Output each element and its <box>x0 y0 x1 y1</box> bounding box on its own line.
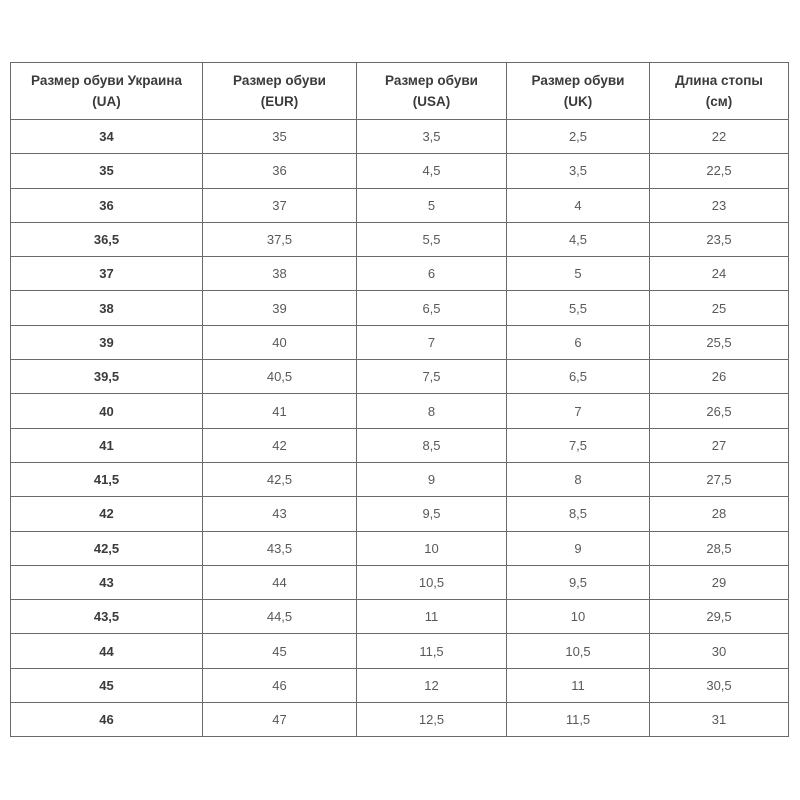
cell-value: 6,5 <box>507 360 650 394</box>
cell-value: 7,5 <box>357 360 507 394</box>
cell-value: 9 <box>507 531 650 565</box>
cell-value: 22,5 <box>650 154 789 188</box>
cell-ua-size: 37 <box>11 257 203 291</box>
table-row <box>11 325 789 359</box>
shoe-size-conversion-table <box>10 62 789 737</box>
cell-ua-size: 36,5 <box>11 222 203 256</box>
cell-value: 4,5 <box>507 222 650 256</box>
cell-value: 22 <box>650 120 789 154</box>
cell-value: 29 <box>650 565 789 599</box>
cell-value: 8 <box>507 462 650 496</box>
cell-value: 8 <box>357 394 507 428</box>
cell-value: 47 <box>203 703 357 737</box>
cell-ua-size: 42 <box>11 497 203 531</box>
cell-value: 3,5 <box>507 154 650 188</box>
cell-value: 7,5 <box>507 428 650 462</box>
column-header <box>507 63 650 120</box>
cell-value: 43,5 <box>203 531 357 565</box>
cell-ua-size: 41,5 <box>11 462 203 496</box>
cell-ua-size: 35 <box>11 154 203 188</box>
column-header <box>203 63 357 120</box>
column-header-code: (UA) <box>92 94 121 109</box>
cell-value: 25,5 <box>650 325 789 359</box>
table-row <box>11 703 789 737</box>
table-row <box>11 668 789 702</box>
table-header <box>11 63 789 120</box>
table-row <box>11 462 789 496</box>
cell-value: 44 <box>203 565 357 599</box>
cell-value: 5,5 <box>507 291 650 325</box>
cell-value: 8,5 <box>357 428 507 462</box>
table-row <box>11 565 789 599</box>
cell-value: 44,5 <box>203 600 357 634</box>
cell-value: 4,5 <box>357 154 507 188</box>
cell-value: 40,5 <box>203 360 357 394</box>
cell-value: 12 <box>357 668 507 702</box>
cell-value: 5,5 <box>357 222 507 256</box>
table-row <box>11 600 789 634</box>
cell-value: 9,5 <box>357 497 507 531</box>
cell-value: 40 <box>203 325 357 359</box>
cell-ua-size: 44 <box>11 634 203 668</box>
cell-value: 11,5 <box>507 703 650 737</box>
table-row <box>11 531 789 565</box>
column-header <box>11 63 203 120</box>
cell-value: 2,5 <box>507 120 650 154</box>
cell-value: 7 <box>357 325 507 359</box>
cell-ua-size: 46 <box>11 703 203 737</box>
cell-value: 11 <box>507 668 650 702</box>
table-row <box>11 428 789 462</box>
table-row <box>11 360 789 394</box>
cell-value: 6,5 <box>357 291 507 325</box>
cell-value: 38 <box>203 257 357 291</box>
cell-value: 39 <box>203 291 357 325</box>
cell-value: 31 <box>650 703 789 737</box>
cell-value: 37 <box>203 188 357 222</box>
cell-value: 28,5 <box>650 531 789 565</box>
column-header <box>650 63 789 120</box>
cell-value: 30 <box>650 634 789 668</box>
cell-ua-size: 38 <box>11 291 203 325</box>
cell-value: 10 <box>357 531 507 565</box>
column-header-code: (USA) <box>412 94 451 109</box>
table-row <box>11 222 789 256</box>
cell-value: 29,5 <box>650 600 789 634</box>
cell-value: 23,5 <box>650 222 789 256</box>
cell-value: 7 <box>507 394 650 428</box>
cell-value: 27,5 <box>650 462 789 496</box>
cell-ua-size: 45 <box>11 668 203 702</box>
cell-value: 37,5 <box>203 222 357 256</box>
cell-value: 24 <box>650 257 789 291</box>
table-body <box>11 120 789 737</box>
cell-value: 27 <box>650 428 789 462</box>
cell-value: 43 <box>203 497 357 531</box>
cell-value: 25 <box>650 291 789 325</box>
cell-ua-size: 34 <box>11 120 203 154</box>
table-row <box>11 394 789 428</box>
cell-value: 3,5 <box>357 120 507 154</box>
cell-ua-size: 43,5 <box>11 600 203 634</box>
column-header-code: (UK) <box>563 94 593 109</box>
column-header-code: (см) <box>705 94 733 109</box>
cell-value: 26 <box>650 360 789 394</box>
cell-value: 35 <box>203 120 357 154</box>
header-row <box>11 63 789 120</box>
cell-value: 30,5 <box>650 668 789 702</box>
column-header-title: Длина стопы <box>675 73 763 88</box>
cell-value: 10,5 <box>507 634 650 668</box>
cell-value: 42 <box>203 428 357 462</box>
table-row <box>11 634 789 668</box>
table-row <box>11 154 789 188</box>
cell-value: 46 <box>203 668 357 702</box>
cell-value: 9,5 <box>507 565 650 599</box>
column-header-title: Размер обуви <box>385 73 478 88</box>
cell-value: 23 <box>650 188 789 222</box>
table-row <box>11 257 789 291</box>
table-row <box>11 120 789 154</box>
cell-value: 5 <box>507 257 650 291</box>
column-header-title: Размер обуви Украина <box>31 73 182 88</box>
cell-value: 28 <box>650 497 789 531</box>
cell-value: 36 <box>203 154 357 188</box>
column-header-title: Размер обуви <box>531 73 625 88</box>
cell-ua-size: 43 <box>11 565 203 599</box>
column-header-title: Размер обуви <box>233 73 326 88</box>
cell-ua-size: 39 <box>11 325 203 359</box>
cell-value: 4 <box>507 188 650 222</box>
cell-value: 26,5 <box>650 394 789 428</box>
cell-ua-size: 40 <box>11 394 203 428</box>
cell-value: 11 <box>357 600 507 634</box>
cell-value: 12,5 <box>357 703 507 737</box>
cell-value: 10 <box>507 600 650 634</box>
cell-value: 42,5 <box>203 462 357 496</box>
cell-ua-size: 39,5 <box>11 360 203 394</box>
cell-ua-size: 42,5 <box>11 531 203 565</box>
cell-value: 45 <box>203 634 357 668</box>
column-header-code: (EUR) <box>260 94 299 109</box>
cell-value: 9 <box>357 462 507 496</box>
cell-ua-size: 36 <box>11 188 203 222</box>
cell-ua-size: 41 <box>11 428 203 462</box>
table-row <box>11 291 789 325</box>
table-row <box>11 497 789 531</box>
cell-value: 41 <box>203 394 357 428</box>
cell-value: 10,5 <box>357 565 507 599</box>
cell-value: 11,5 <box>357 634 507 668</box>
cell-value: 5 <box>357 188 507 222</box>
column-header <box>357 63 507 120</box>
cell-value: 6 <box>507 325 650 359</box>
table-row <box>11 188 789 222</box>
cell-value: 8,5 <box>507 497 650 531</box>
cell-value: 6 <box>357 257 507 291</box>
